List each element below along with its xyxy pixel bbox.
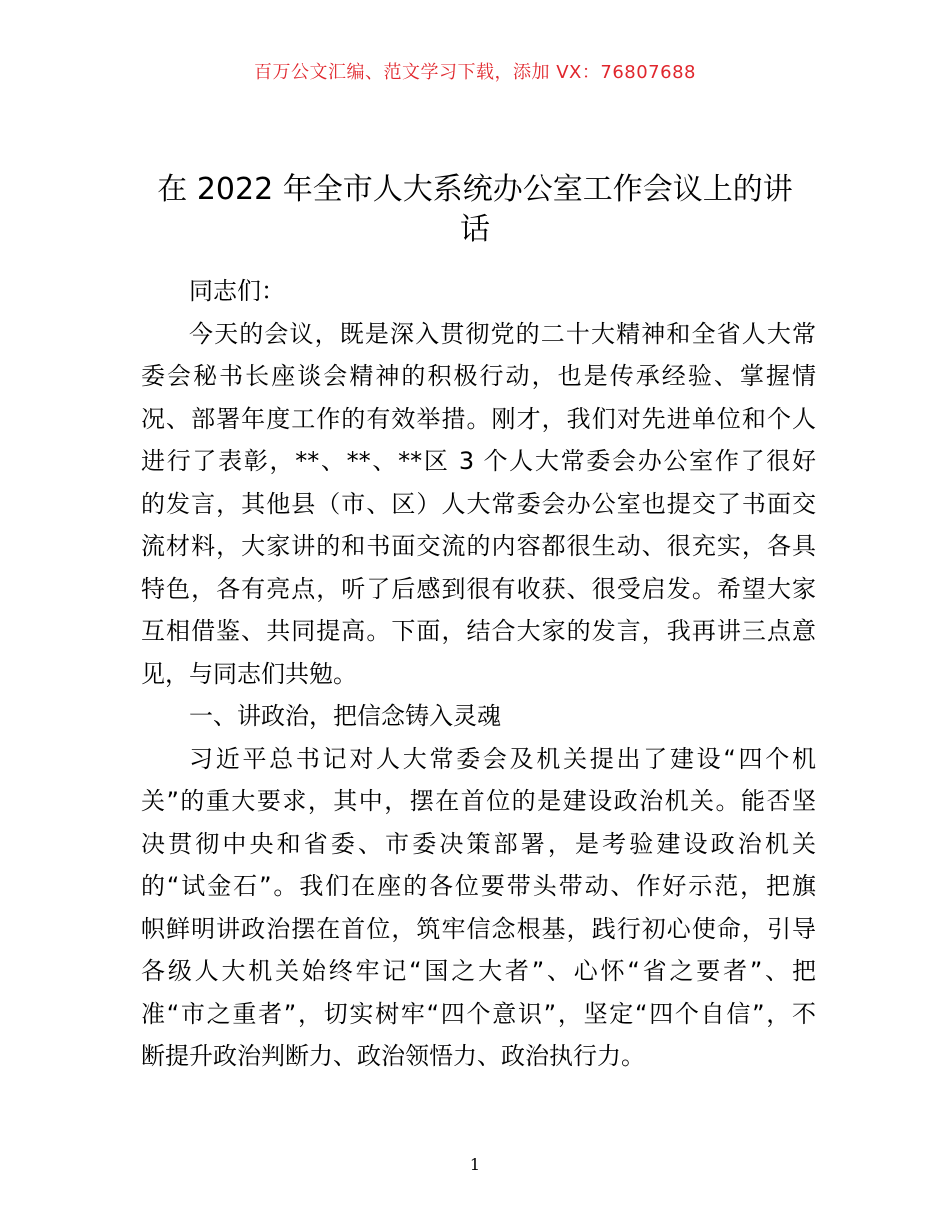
title-line: 话 (460, 212, 490, 247)
paragraph-line: 帜鲜明讲政治摆在首位，筑牢信念根基，践行初心使命，引导 (141, 914, 816, 943)
paragraph-line: 今天的会议，既是深入贯彻党的二十大精神和全省人大常 (189, 319, 816, 348)
page-number: 1 (469, 1155, 481, 1174)
paragraph-line: 关”的重大要求，其中，摆在首位的是建设政治机关。能否坚 (141, 787, 816, 815)
section-heading: 一、讲政治，把信念铸入灵魂 (189, 702, 501, 730)
paragraph-line: 见，与同志们共勉。 (141, 659, 357, 688)
document-title (130, 170, 820, 250)
paragraph-line: 况、部署年度工作的有效举措。刚才，我们对先进单位和个人 (141, 404, 816, 433)
paragraph-line: 准“市之重者”，切实树牢“四个意识”，坚定“四个自信”，不 (141, 999, 816, 1028)
document-body (141, 270, 816, 1078)
paragraph-line: 的发言，其他县（市、区）人大常委会办公室也提交了书面交 (141, 489, 816, 518)
title-line: 在 2022 年全市人大系统办公室工作会议上的讲 (157, 172, 793, 207)
paragraph-line: 进行了表彰，**、**、**区 3 个人大常委会办公室作了很好 (141, 447, 816, 475)
watermark-banner: 百万公文汇编、范文学习下载，添加 VX：76807688 (254, 62, 696, 83)
paragraph-line: 委会秘书长座谈会精神的积极行动，也是传承经验、掌握情 (141, 362, 816, 390)
paragraph-line: 各级人大机关始终牢记“国之大者”、心怀“省之要者”、把 (141, 957, 816, 985)
paragraph-line: 特色，各有亮点，听了后感到很有收获、很受启发。希望大家 (141, 574, 816, 603)
paragraph-line: 的“试金石”。我们在座的各位要带头带动、作好示范，把旗 (141, 872, 816, 900)
paragraph-line: 决贯彻中央和省委、市委决策部署，是考验建设政治机关 (141, 829, 816, 858)
salutation: 同志们： (189, 277, 285, 305)
paragraph-line: 流材料，大家讲的和书面交流的内容都很生动、很充实，各具 (141, 532, 816, 560)
paragraph-line: 习近平总书记对人大常委会及机关提出了建设“四个机 (189, 744, 816, 773)
paragraph-line: 断提升政治判断力、政治领悟力、政治执行力。 (141, 1042, 645, 1070)
paragraph-line: 互相借鉴、共同提高。下面，结合大家的发言，我再讲三点意 (141, 617, 816, 645)
